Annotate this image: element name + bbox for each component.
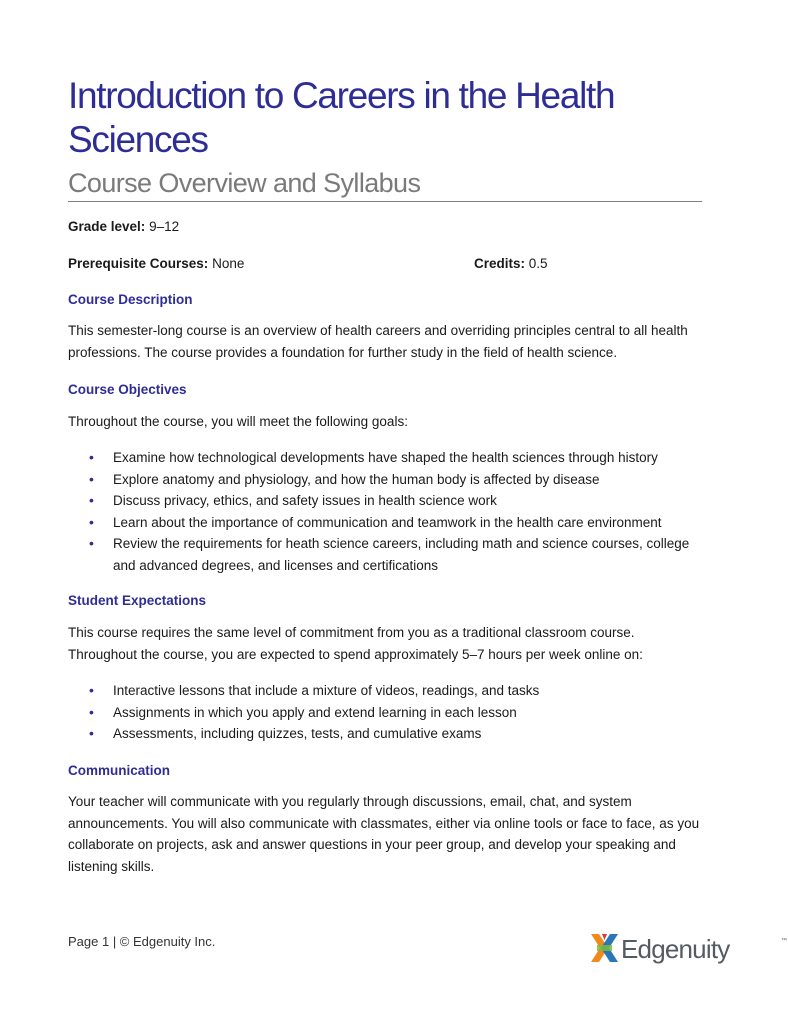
- communication-text: Your teacher will communicate with you regularly through discussions, email, chat, and system announcements. You will also communicate with classmates, either via online tools or face to face, as you collaborate on projects, ask and answer questions in your peer group, and develop your speaking and listening skills.: [68, 794, 700, 874]
- prerequisite-line: [68, 255, 244, 273]
- list-item: • Assessments, including quizzes, tests, and cumulative exams: [68, 723, 702, 745]
- list-item: • Review the requirements for heath science careers, including math and science courses, college and advanced degrees, and licenses and certifications: [89, 535, 690, 573]
- credits-label: Credits:: [474, 256, 526, 271]
- title-divider: [68, 201, 702, 202]
- credits-value: 0.5: [528, 256, 548, 271]
- bullet-icon: •: [89, 725, 94, 741]
- student-expectations-intro: This course requires the same level of commitment from you as a traditional classroom course. Throughout the course, you are expected to spend approximately 5–7 hours per week online on:: [68, 625, 643, 662]
- student-expectations-heading: Student Expectations: [68, 593, 207, 608]
- list-item: • Discuss privacy, ethics, and safety issues in health science work: [68, 490, 702, 512]
- credits-line: [474, 255, 548, 273]
- bullet-icon: •: [89, 535, 94, 551]
- list-item: • Learn about the importance of communication and teamwork in the health care environment: [68, 512, 702, 534]
- prerequisite-value: None: [212, 256, 245, 271]
- bullet-icon: •: [89, 449, 94, 465]
- prerequisite-label: Prerequisite Courses:: [68, 256, 209, 271]
- list-item: • Assignments in which you apply and extend learning in each lesson: [68, 702, 702, 724]
- bullet-icon: •: [89, 470, 94, 487]
- edgenuity-logo: [588, 928, 788, 968]
- course-objectives-list: [68, 447, 702, 576]
- logo-wordmark: Edgenuity: [621, 934, 730, 964]
- grade-level-value: 9–12: [149, 219, 180, 234]
- list-item: • Examine how technological developments have shaped the health sciences through history: [68, 447, 702, 469]
- page-footer: Page 1 | © Edgenuity Inc.: [68, 934, 216, 949]
- bullet-icon: •: [89, 682, 94, 698]
- document-title: Introduction to Careers in the Health Sciences: [68, 75, 615, 160]
- list-item: • Interactive lessons that include a mixture of videos, readings, and tasks: [68, 680, 702, 702]
- bullet-icon: •: [89, 513, 94, 530]
- grade-level-line: [68, 218, 179, 236]
- grade-level-label: Grade level:: [68, 219, 146, 234]
- course-objectives-heading: Course Objectives: [68, 382, 187, 397]
- communication-heading: Communication: [68, 763, 171, 778]
- document-subtitle: Course Overview and Syllabus: [68, 168, 421, 198]
- edgenuity-x-icon: [591, 934, 618, 962]
- course-description-text: This semester-long course is an overview of health careers and overriding principles central to all health professions. The course provides a foundation for further study in the field of health science.: [68, 323, 688, 360]
- student-expectations-list: [68, 680, 702, 745]
- course-objectives-intro: Throughout the course, you will meet the following goals:: [68, 414, 408, 429]
- course-description-heading: Course Description: [68, 292, 193, 307]
- trademark-symbol: ™: [781, 938, 787, 944]
- list-item: • Explore anatomy and physiology, and how the human body is affected by disease: [68, 469, 702, 491]
- bullet-icon: •: [89, 703, 94, 720]
- bullet-icon: •: [89, 492, 94, 508]
